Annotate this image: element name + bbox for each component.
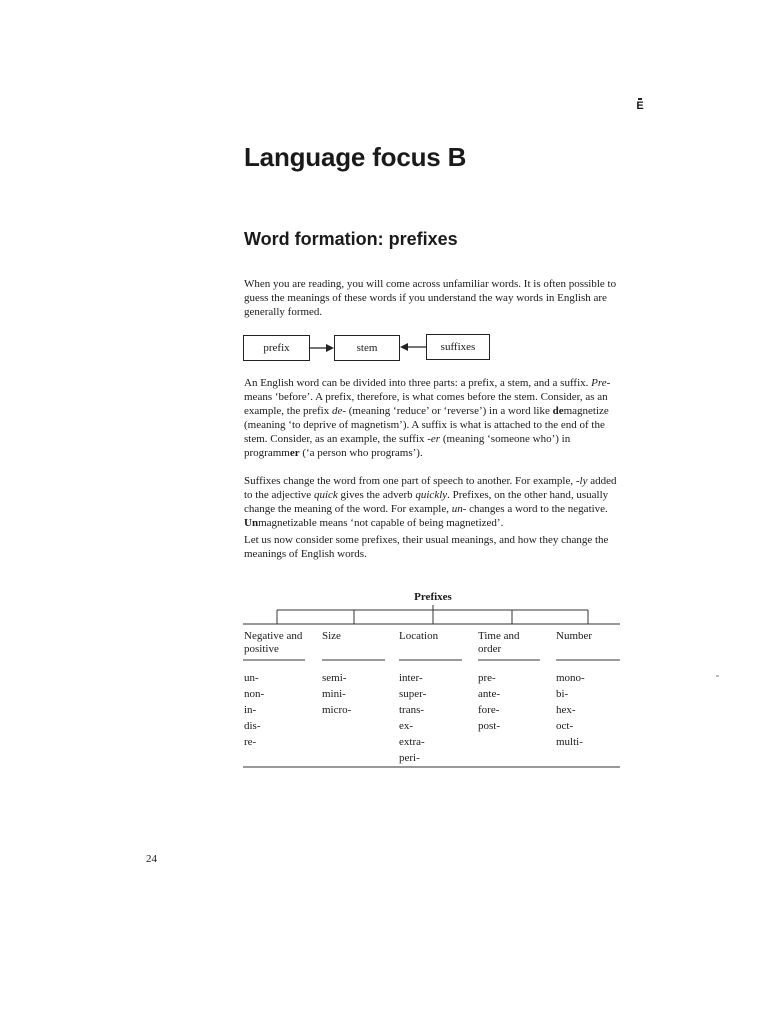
text-run: magnetize (meaning ‘to deprive of magnetism’). A suffix is what is attached to the end of the stem. Consider, as an example, the suffix: [244, 405, 609, 445]
bold-term: de: [552, 405, 564, 417]
text-run: changes a word to the negative.: [466, 503, 608, 515]
italic-term: quick: [313, 489, 338, 501]
text-run: (meaning ‘reduce’ or ‘reverse’) in a word like: [346, 405, 553, 417]
italic-term: -er: [427, 433, 441, 445]
corner-letter: E: [636, 100, 644, 112]
italic-term: un-: [451, 503, 467, 515]
italic-term: -ly: [575, 475, 588, 487]
prefix-item: mono-: [556, 672, 585, 684]
prefix-item: un-: [244, 672, 259, 684]
italic-term: quickly: [415, 489, 448, 501]
text-run: magnetizable means ‘not capable of being magnetized’.: [258, 517, 504, 529]
prefix-item: multi-: [556, 736, 583, 748]
column-heading: Number: [556, 630, 593, 642]
prefix-item: ex-: [399, 720, 414, 732]
text-run: Suffixes change the word from one part of speech to another. For example,: [244, 475, 576, 487]
prefix-item: peri-: [399, 752, 420, 764]
prefix-item: dis-: [244, 720, 261, 732]
text-run: An English word can be divided into three parts: a prefix, a stem, and a suffix.: [244, 377, 592, 389]
prefix-item: ante-: [478, 688, 500, 700]
prefix-item: extra-: [399, 736, 425, 748]
page-number: 24: [146, 853, 157, 865]
prefix-item: non-: [244, 688, 265, 700]
prefix-item: mini-: [322, 688, 346, 700]
stem-box: stem: [334, 335, 400, 361]
text-run: (‘a person who programs’).: [299, 447, 423, 459]
prefix-item: bi-: [556, 688, 569, 700]
prefix-item: oct-: [556, 720, 574, 732]
prefix-item: semi-: [322, 672, 347, 684]
column-heading: Negative and positive: [244, 630, 303, 655]
text-run: gives the adverb: [337, 489, 416, 501]
text-run: added to the adjective: [244, 475, 617, 501]
prefix-item: inter-: [399, 672, 423, 684]
prefix-item: fore-: [478, 704, 500, 716]
prefix-item: in-: [244, 704, 257, 716]
prefix-box: prefix: [243, 335, 310, 361]
column-heading: Size: [322, 630, 341, 642]
text-run: (meaning ‘someone who’) in programm: [244, 433, 571, 459]
prefix-item: super-: [399, 688, 427, 700]
column-heading: Time and order: [478, 630, 520, 655]
scan-speck: [716, 675, 719, 677]
bold-term: er: [289, 447, 300, 459]
column-heading: Location: [399, 630, 439, 642]
text-run: -means ‘before’. A prefix, therefore, is what comes before the stem. Consider, as an example, the prefix: [244, 377, 611, 417]
suffixes-box: suffixes: [426, 334, 490, 360]
prefix-item: re-: [244, 736, 257, 748]
prefix-item: post-: [478, 720, 500, 732]
prefix-item: micro-: [322, 704, 352, 716]
prefix-table-title: Prefixes: [414, 591, 452, 603]
section-title: Word formation: prefixes: [244, 229, 458, 249]
prefix-item: trans-: [399, 704, 425, 716]
prefix-item: pre-: [478, 672, 496, 684]
intro-paragraph: When you are reading, you will come across unfamiliar words. It is often possible to guess the meanings of these words if you understand the way words in English are generally formed.: [244, 278, 617, 318]
italic-term: de-: [331, 405, 347, 417]
italic-term: Pre: [591, 377, 607, 389]
page-title: Language focus B: [244, 142, 467, 172]
text-run: . Prefixes, on the other hand, usually change the meaning of the word. For example,: [244, 489, 609, 515]
bold-term: Un: [244, 517, 259, 529]
consider-paragraph: Let us now consider some prefixes, their usual meanings, and how they change the meanings of English words.: [244, 534, 609, 560]
prefix-item: hex-: [556, 704, 576, 716]
